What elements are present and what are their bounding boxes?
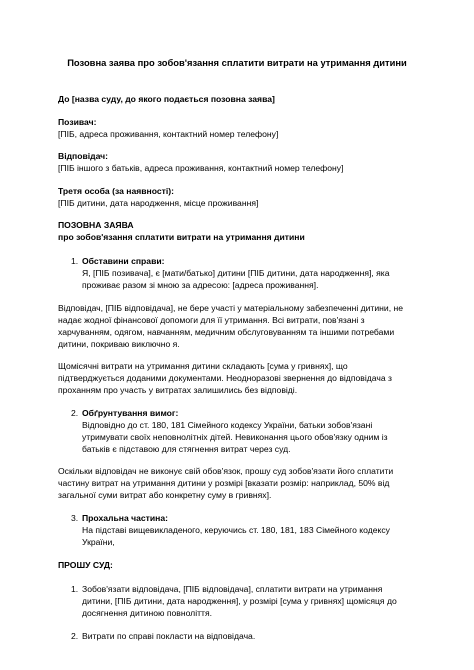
- request-item-line: дитини, [ПІБ дитини, дата народження], у розмірі [сума у гривнях] щомісяця до: [82, 596, 397, 606]
- paragraph-line: частину витрат на утримання дитини у розмірі [вказати розмір: наприклад, 50% від: [58, 478, 390, 488]
- third-party-value: [ПІБ дитини, дата народження, місце проживання]: [58, 198, 259, 208]
- paragraph-line: Щомісячні витрати на утримання дитини складають [сума у гривнях], що: [58, 361, 348, 371]
- claim-subheading: про зобов'язання сплатити витрати на утримання дитини: [58, 232, 305, 242]
- plaintiff-value: [ПІБ, адреса проживання, контактний номер телефону]: [58, 129, 279, 139]
- request-item-line: Зобов'язати відповідача, [ПІБ відповідача], сплатити витрати на утримання: [82, 584, 383, 594]
- request-item-2-number: 2.: [71, 631, 79, 641]
- section-3-line: України,: [82, 537, 115, 547]
- section-1-heading: Обставини справи:: [82, 256, 165, 266]
- third-party-label: Третя особа (за наявності):: [58, 186, 174, 196]
- section-2-line: утримувати своїх неповнолітніх дітей. Невиконання цього обов'язку одним із: [82, 432, 388, 442]
- section-2-line: Відповідно до ст. 180, 181 Сімейного кодексу України, батьки зобов'язані: [82, 420, 373, 430]
- section-1-line: проживає разом зі мною за адресою: [адреса проживання].: [82, 280, 319, 290]
- defendant-label: Відповідач:: [58, 151, 109, 161]
- request-item-1-number: 1.: [71, 584, 79, 594]
- paragraph-line: загальної суми витрат або конкретну суму в гривнях].: [58, 490, 272, 500]
- section-3-number: 3.: [71, 513, 79, 523]
- claim-heading: ПОЗОВНА ЗАЯВА: [58, 220, 134, 230]
- paragraph-line: харчуванням, одягом, навчанням, медичним обслуговуванням та іншими потребами: [58, 327, 395, 337]
- paragraph-line: дитини, покриваю виключно я.: [58, 339, 180, 349]
- paragraph-line: проханням про участь у витратах залишились без відповіді.: [58, 385, 298, 395]
- paragraph-line: підтверджується доданими документами. Неодноразові звернення до відповідача з: [58, 373, 392, 383]
- court-addressee: До [назва суду, до якого подається позовна заява]: [58, 94, 275, 104]
- defendant-value: [ПІБ іншого з батьків, адреса проживання, контактний номер телефону]: [58, 163, 344, 173]
- section-2-heading: Обґрунтування вимог:: [82, 408, 179, 418]
- request-item-line: досягнення дитиною повноліття.: [82, 608, 213, 618]
- plaintiff-label: Позивач:: [58, 117, 97, 127]
- document-title: Позовна заява про зобов'язання сплатити витрати на утримання дитини: [67, 57, 407, 68]
- section-2-line: батьків є підставою для стягнення витрат через суд.: [82, 444, 291, 454]
- section-2-number: 2.: [71, 408, 79, 418]
- section-1-line: Я, [ПІБ позивача], є [мати/батько] дитини [ПІБ дитини, дата народження], яка: [82, 268, 390, 278]
- paragraph-line: Оскільки відповідач не виконує свій обов'язок, прошу суд зобов'язати його сплатити: [58, 466, 394, 476]
- section-1-number: 1.: [71, 256, 79, 266]
- paragraph-line: надає жодної фінансової допомоги для її утримання. Всі витрати, пов'язані з: [58, 315, 365, 325]
- section-3-line: На підставі вищевикладеного, керуючись ст. 180, 181, 183 Сімейного кодексу: [82, 525, 390, 535]
- request-item-line: Витрати по справі покласти на відповідача.: [82, 631, 256, 641]
- request-heading: ПРОШУ СУД:: [58, 560, 113, 570]
- section-3-heading: Прохальна частина:: [82, 513, 168, 523]
- paragraph-line: Відповідач, [ПІБ відповідача], не бере участі у матеріальному забезпеченні дитини, не: [58, 303, 404, 313]
